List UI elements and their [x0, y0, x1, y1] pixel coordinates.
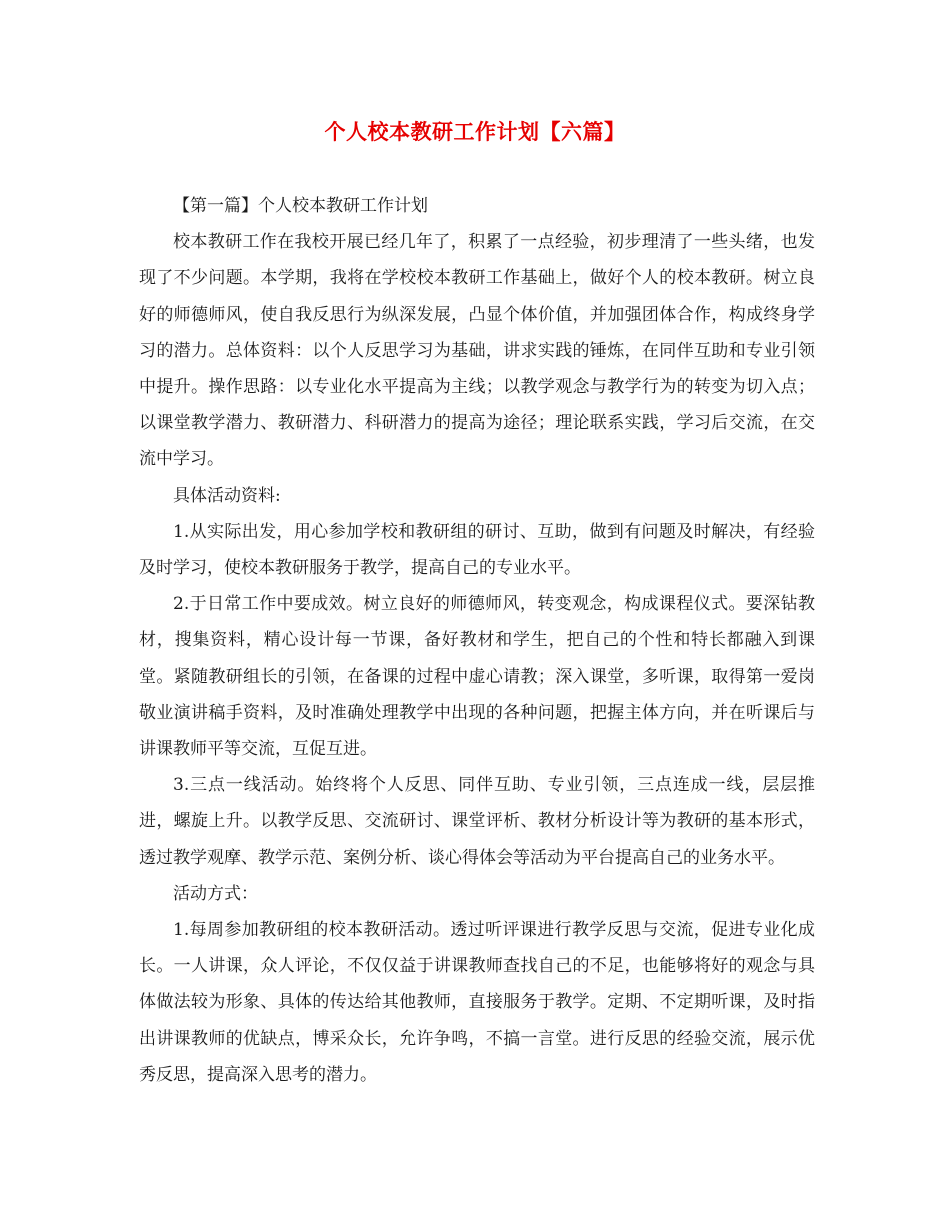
- document-body: [139, 188, 815, 1093]
- activity-item-2: 2.于日常工作中要成效。树立良好的师德师风，转变观念，构成课程仪式。要深钻教材，搜集资料，精心设计每一节课，备好教材和学生，把自己的个性和特长都融入到课堂。紧随教研组长的引领，在备课的过程中虚心请教；深入课堂，多听课，取得第一爱岗敬业演讲稿手资料，及时准确处理教学中出现的各种问题，把握主体方向，并在听课后与讲课教师平等交流，互促互进。: [139, 594, 815, 760]
- section-heading: 【第一篇】个人校本教研工作计划: [173, 196, 428, 216]
- document-title: 个人校本教研工作计划【六篇】: [324, 119, 626, 144]
- intro-paragraph: 校本教研工作在我校开展已经几年了，积累了一点经验，初步理清了一些头绪，也发现了不少问题。本学期，我将在学校校本教研工作基础上，做好个人的校本教研。树立良好的师德师风，使自我反思行为纵深发展，凸显个体价值，并加强团体合作，构成终身学习的潜力。总体资料：以个人反思学习为基础，讲求实践的锤炼，在同伴互助和专业引领中提升。操作思路：以专业化水平提高为主线；以教学观念与教学行为的转变为切入点；以课堂教学潜力、教研潜力、科研潜力的提高为途径；理论联系实践，学习后交流，在交流中学习。: [139, 232, 815, 470]
- activity-item-3: 3.三点一线活动。始终将个人反思、同伴互助、专业引领，三点连成一线，层层推进，螺旋上升。以教学反思、交流研讨、课堂评析、教材分析设计等为教研的基本形式，透过教学观摩、教学示范、案例分析、谈心得体会等活动为平台提高自己的业务水平。: [139, 775, 815, 868]
- method-item-1: 1.每周参加教研组的校本教研活动。透过听评课进行教学反思与交流，促进专业化成长。一人讲课，众人评论，不仅仅益于讲课教师查找自己的不足，也能够将好的观念与具体做法较为形象、具体的传达给其他教师，直接服务于教学。定期、不定期听课，及时指出讲课教师的优缺点，博采众长，允许争鸣，不搞一言堂。进行反思的经验交流，展示优秀反思，提高深入思考的潜力。: [139, 920, 815, 1085]
- activity-item-1: 1.从实际出发，用心参加学校和教研组的研讨、互助，做到有问题及时解决，有经验及时学习，使校本教研服务于教学，提高自己的专业水平。: [139, 521, 815, 579]
- methods-heading: 活动方式：: [173, 883, 258, 904]
- activities-heading: 具体活动资料:: [173, 485, 281, 506]
